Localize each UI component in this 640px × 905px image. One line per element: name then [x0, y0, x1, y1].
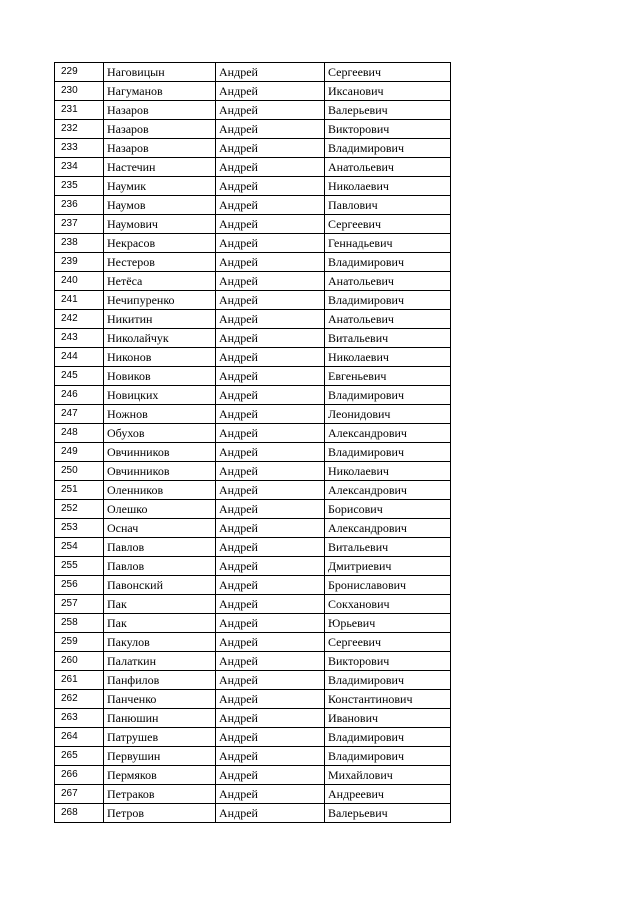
- patronymic-cell: Андреевич: [325, 785, 451, 804]
- first-name-cell: Андрей: [216, 405, 325, 424]
- first-name-cell: Андрей: [216, 386, 325, 405]
- last-name-cell: Николайчук: [104, 329, 216, 348]
- patronymic-cell: Владимирович: [325, 443, 451, 462]
- last-name-cell: Патрушев: [104, 728, 216, 747]
- last-name-cell: Назаров: [104, 139, 216, 158]
- patronymic-cell: Владимирович: [325, 253, 451, 272]
- table-row: [55, 367, 451, 386]
- first-name-cell: Андрей: [216, 196, 325, 215]
- row-number-cell: 254: [55, 538, 104, 557]
- table-row: [55, 82, 451, 101]
- table-row: [55, 804, 451, 823]
- last-name-cell: Наумович: [104, 215, 216, 234]
- last-name-cell: Нагуманов: [104, 82, 216, 101]
- patronymic-cell: Александрович: [325, 519, 451, 538]
- table-row: [55, 633, 451, 652]
- last-name-cell: Пак: [104, 614, 216, 633]
- row-number-cell: 248: [55, 424, 104, 443]
- first-name-cell: Андрей: [216, 367, 325, 386]
- last-name-cell: Новиков: [104, 367, 216, 386]
- row-number-cell: 233: [55, 139, 104, 158]
- row-number-cell: 235: [55, 177, 104, 196]
- first-name-cell: Андрей: [216, 139, 325, 158]
- table-row: [55, 120, 451, 139]
- row-number-cell: 262: [55, 690, 104, 709]
- row-number-cell: 259: [55, 633, 104, 652]
- patronymic-cell: Валерьевич: [325, 804, 451, 823]
- first-name-cell: Андрей: [216, 329, 325, 348]
- table-row: [55, 595, 451, 614]
- first-name-cell: Андрей: [216, 519, 325, 538]
- last-name-cell: Петров: [104, 804, 216, 823]
- table-row: [55, 215, 451, 234]
- patronymic-cell: Александрович: [325, 481, 451, 500]
- patronymic-cell: Викторович: [325, 120, 451, 139]
- table-row: [55, 405, 451, 424]
- patronymic-cell: Викторович: [325, 652, 451, 671]
- table-row: [55, 462, 451, 481]
- last-name-cell: Обухов: [104, 424, 216, 443]
- row-number-cell: 266: [55, 766, 104, 785]
- row-number-cell: 241: [55, 291, 104, 310]
- first-name-cell: Андрей: [216, 728, 325, 747]
- first-name-cell: Андрей: [216, 462, 325, 481]
- last-name-cell: Некрасов: [104, 234, 216, 253]
- row-number-cell: 253: [55, 519, 104, 538]
- patronymic-cell: Сергеевич: [325, 215, 451, 234]
- patronymic-cell: Николаевич: [325, 348, 451, 367]
- table-row: [55, 481, 451, 500]
- patronymic-cell: Леонидович: [325, 405, 451, 424]
- row-number-cell: 245: [55, 367, 104, 386]
- table-row: [55, 785, 451, 804]
- row-number-cell: 249: [55, 443, 104, 462]
- last-name-cell: Нетёса: [104, 272, 216, 291]
- patronymic-cell: Сокханович: [325, 595, 451, 614]
- first-name-cell: Андрей: [216, 652, 325, 671]
- patronymic-cell: Павлович: [325, 196, 451, 215]
- last-name-cell: Пак: [104, 595, 216, 614]
- patronymic-cell: Владимирович: [325, 671, 451, 690]
- patronymic-cell: Брониславович: [325, 576, 451, 595]
- patronymic-cell: Николаевич: [325, 177, 451, 196]
- table-row: [55, 253, 451, 272]
- last-name-cell: Павонский: [104, 576, 216, 595]
- first-name-cell: Андрей: [216, 234, 325, 253]
- last-name-cell: Овчинников: [104, 443, 216, 462]
- row-number-cell: 244: [55, 348, 104, 367]
- first-name-cell: Андрей: [216, 576, 325, 595]
- first-name-cell: Андрей: [216, 481, 325, 500]
- row-number-cell: 243: [55, 329, 104, 348]
- first-name-cell: Андрей: [216, 253, 325, 272]
- table-row: [55, 747, 451, 766]
- table-row: [55, 196, 451, 215]
- first-name-cell: Андрей: [216, 557, 325, 576]
- last-name-cell: Павлов: [104, 557, 216, 576]
- last-name-cell: Петраков: [104, 785, 216, 804]
- last-name-cell: Олешко: [104, 500, 216, 519]
- first-name-cell: Андрей: [216, 785, 325, 804]
- first-name-cell: Андрей: [216, 215, 325, 234]
- first-name-cell: Андрей: [216, 500, 325, 519]
- row-number-cell: 258: [55, 614, 104, 633]
- row-number-cell: 237: [55, 215, 104, 234]
- last-name-cell: Панюшин: [104, 709, 216, 728]
- first-name-cell: Андрей: [216, 177, 325, 196]
- last-name-cell: Настечин: [104, 158, 216, 177]
- last-name-cell: Новицких: [104, 386, 216, 405]
- last-name-cell: Оснач: [104, 519, 216, 538]
- first-name-cell: Андрей: [216, 348, 325, 367]
- last-name-cell: Павлов: [104, 538, 216, 557]
- patronymic-cell: Константинович: [325, 690, 451, 709]
- patronymic-cell: Борисович: [325, 500, 451, 519]
- patronymic-cell: Михайлович: [325, 766, 451, 785]
- row-number-cell: 229: [55, 63, 104, 82]
- row-number-cell: 265: [55, 747, 104, 766]
- first-name-cell: Андрей: [216, 633, 325, 652]
- row-number-cell: 232: [55, 120, 104, 139]
- row-number-cell: 242: [55, 310, 104, 329]
- patronymic-cell: Валерьевич: [325, 101, 451, 120]
- last-name-cell: Наумов: [104, 196, 216, 215]
- patronymic-cell: Владимирович: [325, 728, 451, 747]
- row-number-cell: 239: [55, 253, 104, 272]
- first-name-cell: Андрей: [216, 272, 325, 291]
- row-number-cell: 257: [55, 595, 104, 614]
- table-row: [55, 652, 451, 671]
- patronymic-cell: Дмитриевич: [325, 557, 451, 576]
- first-name-cell: Андрей: [216, 82, 325, 101]
- table-row: [55, 310, 451, 329]
- table-row: [55, 443, 451, 462]
- first-name-cell: Андрей: [216, 424, 325, 443]
- table-row: [55, 519, 451, 538]
- row-number-cell: 246: [55, 386, 104, 405]
- table-row: [55, 500, 451, 519]
- first-name-cell: Андрей: [216, 595, 325, 614]
- table-row: [55, 671, 451, 690]
- patronymic-cell: Витальевич: [325, 329, 451, 348]
- table-row: [55, 386, 451, 405]
- table-row: [55, 63, 451, 82]
- first-name-cell: Андрей: [216, 690, 325, 709]
- row-number-cell: 231: [55, 101, 104, 120]
- row-number-cell: 240: [55, 272, 104, 291]
- last-name-cell: Никонов: [104, 348, 216, 367]
- row-number-cell: 247: [55, 405, 104, 424]
- row-number-cell: 260: [55, 652, 104, 671]
- last-name-cell: Назаров: [104, 101, 216, 120]
- patronymic-cell: Владимирович: [325, 291, 451, 310]
- table-row: [55, 576, 451, 595]
- first-name-cell: Андрей: [216, 766, 325, 785]
- last-name-cell: Нечипуренко: [104, 291, 216, 310]
- table-row: [55, 177, 451, 196]
- patronymic-cell: Сергеевич: [325, 63, 451, 82]
- row-number-cell: 263: [55, 709, 104, 728]
- table-row: [55, 139, 451, 158]
- patronymic-cell: Владимирович: [325, 747, 451, 766]
- row-number-cell: 267: [55, 785, 104, 804]
- table-row: [55, 291, 451, 310]
- last-name-cell: Нестеров: [104, 253, 216, 272]
- table-row: [55, 557, 451, 576]
- names-table-body: [55, 63, 451, 823]
- table-row: [55, 158, 451, 177]
- patronymic-cell: Анатольевич: [325, 158, 451, 177]
- first-name-cell: Андрей: [216, 614, 325, 633]
- first-name-cell: Андрей: [216, 747, 325, 766]
- table-row: [55, 234, 451, 253]
- table-row: [55, 272, 451, 291]
- first-name-cell: Андрей: [216, 63, 325, 82]
- patronymic-cell: Александрович: [325, 424, 451, 443]
- first-name-cell: Андрей: [216, 671, 325, 690]
- row-number-cell: 234: [55, 158, 104, 177]
- table-row: [55, 709, 451, 728]
- first-name-cell: Андрей: [216, 101, 325, 120]
- last-name-cell: Первушин: [104, 747, 216, 766]
- table-row: [55, 766, 451, 785]
- table-row: [55, 424, 451, 443]
- first-name-cell: Андрей: [216, 310, 325, 329]
- patronymic-cell: Иксанович: [325, 82, 451, 101]
- patronymic-cell: Иванович: [325, 709, 451, 728]
- table-row: [55, 614, 451, 633]
- table-row: [55, 538, 451, 557]
- last-name-cell: Ножнов: [104, 405, 216, 424]
- patronymic-cell: Владимирович: [325, 139, 451, 158]
- patronymic-cell: Сергеевич: [325, 633, 451, 652]
- patronymic-cell: Николаевич: [325, 462, 451, 481]
- last-name-cell: Палаткин: [104, 652, 216, 671]
- last-name-cell: Пермяков: [104, 766, 216, 785]
- table-row: [55, 101, 451, 120]
- patronymic-cell: Юрьевич: [325, 614, 451, 633]
- row-number-cell: 251: [55, 481, 104, 500]
- patronymic-cell: Геннадьевич: [325, 234, 451, 253]
- patronymic-cell: Евгеньевич: [325, 367, 451, 386]
- last-name-cell: Овчинников: [104, 462, 216, 481]
- row-number-cell: 236: [55, 196, 104, 215]
- first-name-cell: Андрей: [216, 291, 325, 310]
- last-name-cell: Панченко: [104, 690, 216, 709]
- last-name-cell: Оленников: [104, 481, 216, 500]
- last-name-cell: Наумик: [104, 177, 216, 196]
- table-row: [55, 329, 451, 348]
- first-name-cell: Андрей: [216, 158, 325, 177]
- table-row: [55, 348, 451, 367]
- last-name-cell: Панфилов: [104, 671, 216, 690]
- first-name-cell: Андрей: [216, 443, 325, 462]
- row-number-cell: 252: [55, 500, 104, 519]
- patronymic-cell: Анатольевич: [325, 310, 451, 329]
- row-number-cell: 238: [55, 234, 104, 253]
- patronymic-cell: Анатольевич: [325, 272, 451, 291]
- table-row: [55, 690, 451, 709]
- row-number-cell: 230: [55, 82, 104, 101]
- row-number-cell: 261: [55, 671, 104, 690]
- row-number-cell: 264: [55, 728, 104, 747]
- last-name-cell: Пакулов: [104, 633, 216, 652]
- row-number-cell: 250: [55, 462, 104, 481]
- last-name-cell: Никитин: [104, 310, 216, 329]
- patronymic-cell: Владимирович: [325, 386, 451, 405]
- first-name-cell: Андрей: [216, 538, 325, 557]
- row-number-cell: 256: [55, 576, 104, 595]
- row-number-cell: 255: [55, 557, 104, 576]
- last-name-cell: Назаров: [104, 120, 216, 139]
- row-number-cell: 268: [55, 804, 104, 823]
- first-name-cell: Андрей: [216, 804, 325, 823]
- first-name-cell: Андрей: [216, 120, 325, 139]
- names-table: [54, 62, 451, 823]
- last-name-cell: Наговицын: [104, 63, 216, 82]
- patronymic-cell: Витальевич: [325, 538, 451, 557]
- table-row: [55, 728, 451, 747]
- first-name-cell: Андрей: [216, 709, 325, 728]
